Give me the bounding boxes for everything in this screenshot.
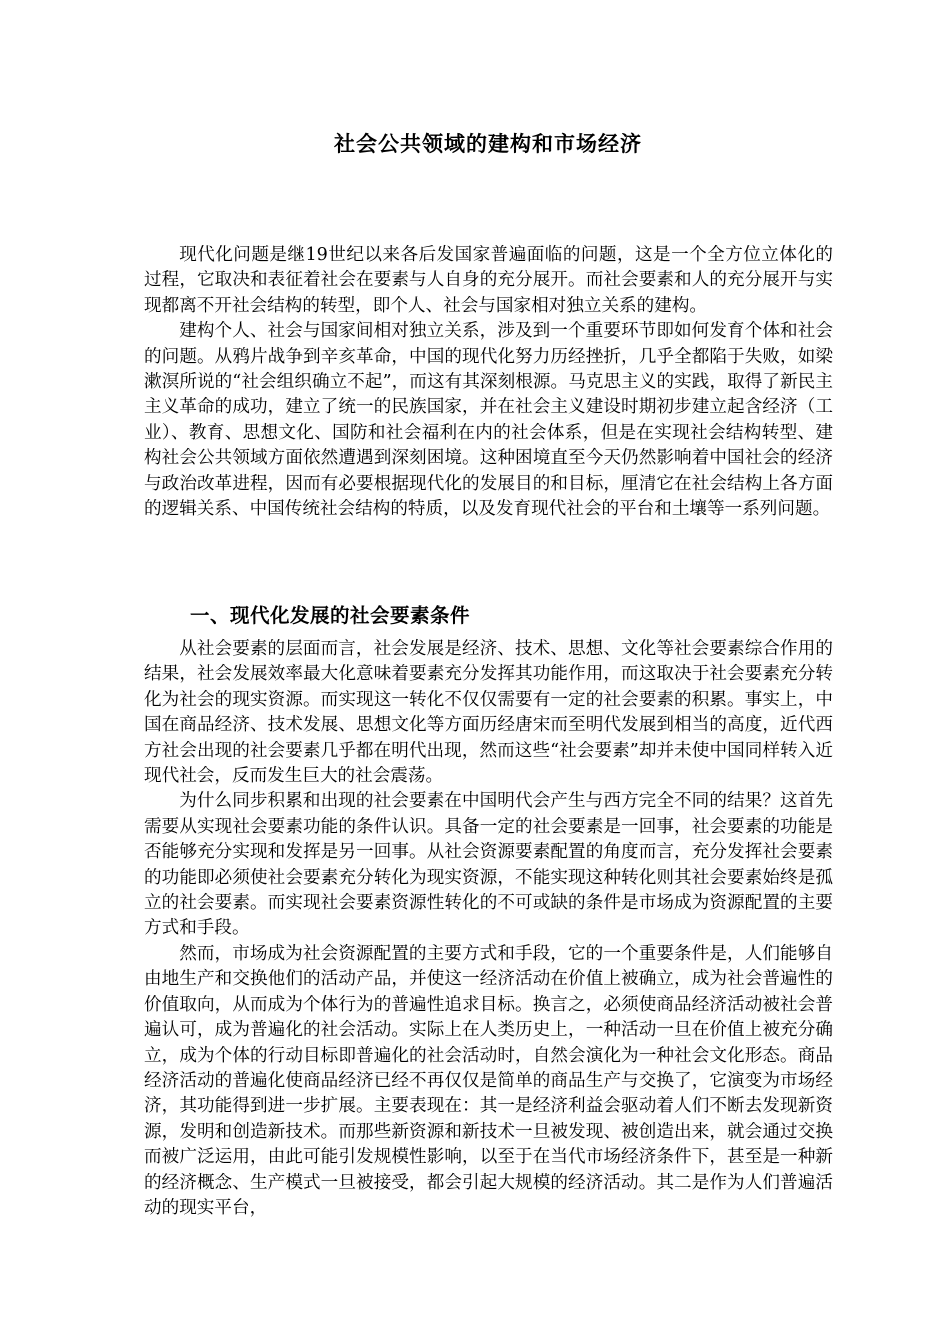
section-body (144, 637, 833, 1221)
paragraph: 现代化问题是继19世纪以来各后发国家普遍面临的问题，这是一个全方位立体化的过程，它取决和表征着社会在要素与人自身的充分展开。而社会要素和人的充分展开与实现都离不开社会结构的转型，即个人、社会与国家相对独立关系的建构。 (144, 245, 833, 316)
paragraph: 为什么同步积累和出现的社会要素在中国明代会产生与西方完全不同的结果？这首先需要从实现社会要素功能的条件认识。具备一定的社会要素是一回事，社会要素的功能是否能够充分实现和发挥是另一回事。从社会资源要素配置的角度而言，充分发挥社会要素的功能即必须使社会要素充分转化为现实资源，不能实现这种转化则其社会要素始终是孤立的社会要素。而实现社会要素资源性转化的不可或缺的条件是市场成为资源配置的主要方式和手段。 (144, 791, 833, 939)
intro-section (144, 243, 833, 522)
section-heading: 一、现代化发展的社会要素条件 (190, 604, 471, 627)
paragraph: 建构个人、社会与国家间相对独立关系，涉及到一个重要环节即如何发育个体和社会的问题。从鸦片战争到辛亥革命，中国的现代化努力历经挫折，几乎全都陷于失败，如梁漱溟所说的“社会组织确立不起”，而这有其深刻根源。马克思主义的实践，取得了新民主主义革命的成功，建立了统一的民族国家，并在社会主义建设时期初步建立起含经济（工业）、教育、思想文化、国防和社会福利在内的社会体系，但是在实现社会结构转型、建构社会公共领域方面依然遭遇到深刻困境。这种困境直至今天仍然影响着中国社会的经济与政治改革进程，因而有必要根据现代化的发展目的和目标，厘清它在社会结构上各方面的逻辑关系、中国传统社会结构的特质，以及发育现代社会的平台和土壤等一系列问题。 (144, 321, 833, 520)
document-title: 社会公共领域的建构和市场经济 (334, 131, 642, 156)
paragraph: 然而，市场成为社会资源配置的主要方式和手段，它的一个重要条件是，人们能够自由地生产和交换他们的活动产品，并使这一经济活动在价值上被确立，成为社会普遍性的价值取向，从而成为个体行为的普遍性追求目标。换言之，必须使商品经济活动被社会普遍认可，成为普遍化的社会活动。实际上在人类历史上，一种活动一旦在价值上被充分确立，成为个体的行动目标即普遍化的社会活动时，自然会演化为一种社会文化形态。商品经济活动的普遍化使商品经济已经不再仅仅是简单的商品生产与交换了，它演变为市场经济，其功能得到进一步扩展。主要表现在：其一是经济利益会驱动着人们不断去发现新资源，发明和创造新技术。而那些新资源和新技术一旦被发现、被创造出来，就会通过交换而被广泛运用，由此可能引发规模性影响，以至于在当代市场经济条件下，甚至是一种新的经济概念、生产模式一旦被接受，都会引起大规模的经济活动。其二是作为人们普遍活动的现实平台， (144, 943, 833, 1218)
paragraph: 从社会要素的层面而言，社会发展是经济、技术、思想、文化等社会要素综合作用的结果，社会发展效率最大化意味着要素充分发挥其功能作用，而这取决于社会要素充分转化为社会的现实资源。而实现这一转化不仅仅需要有一定的社会要素的积累。事实上，中国在商品经济、技术发展、思想文化等方面历经唐宋而至明代发展到相当的高度，近代西方社会出现的社会要素几乎都在明代出现，然而这些“社会要素”却并未使中国同样转入近现代社会，反而发生巨大的社会震荡。 (144, 639, 833, 787)
